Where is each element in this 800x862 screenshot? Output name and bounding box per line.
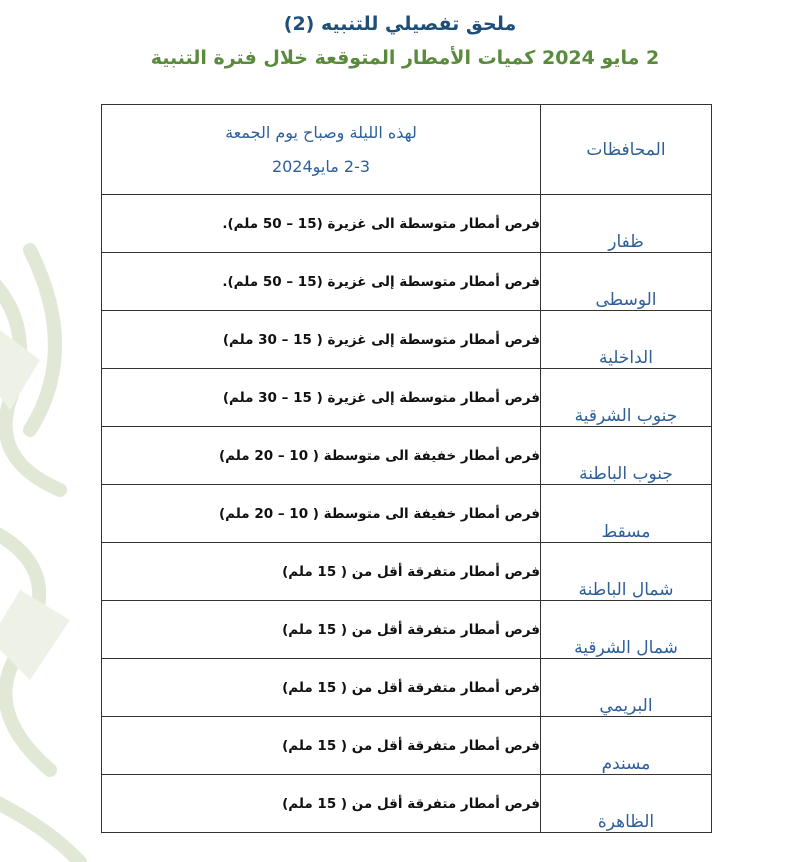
page-title: ملحق تفصيلي للتنبيه (2) <box>283 13 517 35</box>
governorate-cell: الظاهرة <box>541 775 712 833</box>
page-subtitle: 2 مايو 2024 كميات الأمطار المتوقعة خلال فترة التنبية <box>150 47 660 69</box>
governorate-cell: ظفار <box>541 195 712 253</box>
table-row <box>102 543 712 601</box>
governorate-cell: البريمي <box>541 659 712 717</box>
table-row <box>102 427 712 485</box>
rain-forecast-table <box>101 104 712 833</box>
forecast-cell: فرص أمطار متوسطة إلى غزيرة (15 – 50 ملم). <box>102 253 541 311</box>
table-row <box>102 195 712 253</box>
table-row <box>102 659 712 717</box>
governorate-cell: جنوب الباطنة <box>541 427 712 485</box>
governorate-cell: مسقط <box>541 485 712 543</box>
table-row <box>102 601 712 659</box>
governorate-cell: شمال الشرقية <box>541 601 712 659</box>
table-row <box>102 485 712 543</box>
forecast-cell: فرص أمطار متوسطة إلى غزيرة ( 15 – 30 ملم) <box>102 311 541 369</box>
forecast-cell: فرص أمطار خفيفة الى متوسطة ( 10 – 20 ملم) <box>102 485 541 543</box>
forecast-period-column-header <box>102 105 541 195</box>
forecast-cell: فرص أمطار متفرقة أقل من ( 15 ملم) <box>102 601 541 659</box>
governorate-cell: جنوب الشرقية <box>541 369 712 427</box>
governorates-column-header: المحافظات <box>541 105 712 195</box>
table-row <box>102 775 712 833</box>
decorative-pattern-watermark <box>0 230 100 862</box>
table-row <box>102 369 712 427</box>
forecast-period-line2: 2-3 مايو2024 <box>271 156 371 176</box>
forecast-cell: فرص أمطار متفرقة أقل من ( 15 ملم) <box>102 717 541 775</box>
governorate-cell: الداخلية <box>541 311 712 369</box>
table-row <box>102 717 712 775</box>
forecast-period-line1: لهذه الليلة وصباح يوم الجمعة <box>225 122 417 142</box>
governorate-cell: مسندم <box>541 717 712 775</box>
table-row <box>102 253 712 311</box>
forecast-cell: فرص أمطار متفرقة أقل من ( 15 ملم) <box>102 775 541 833</box>
table-header-row <box>102 105 712 195</box>
forecast-cell: فرص أمطار متوسطة الى غزيرة (15 – 50 ملم). <box>102 195 541 253</box>
governorate-cell: الوسطى <box>541 253 712 311</box>
table-row <box>102 311 712 369</box>
governorate-cell: شمال الباطنة <box>541 543 712 601</box>
forecast-cell: فرص أمطار متفرقة أقل من ( 15 ملم) <box>102 659 541 717</box>
forecast-cell: فرص أمطار متوسطة إلى غزيرة ( 15 – 30 ملم) <box>102 369 541 427</box>
forecast-cell: فرص أمطار متفرقة أقل من ( 15 ملم) <box>102 543 541 601</box>
forecast-cell: فرص أمطار خفيفة الى متوسطة ( 10 – 20 ملم) <box>102 427 541 485</box>
